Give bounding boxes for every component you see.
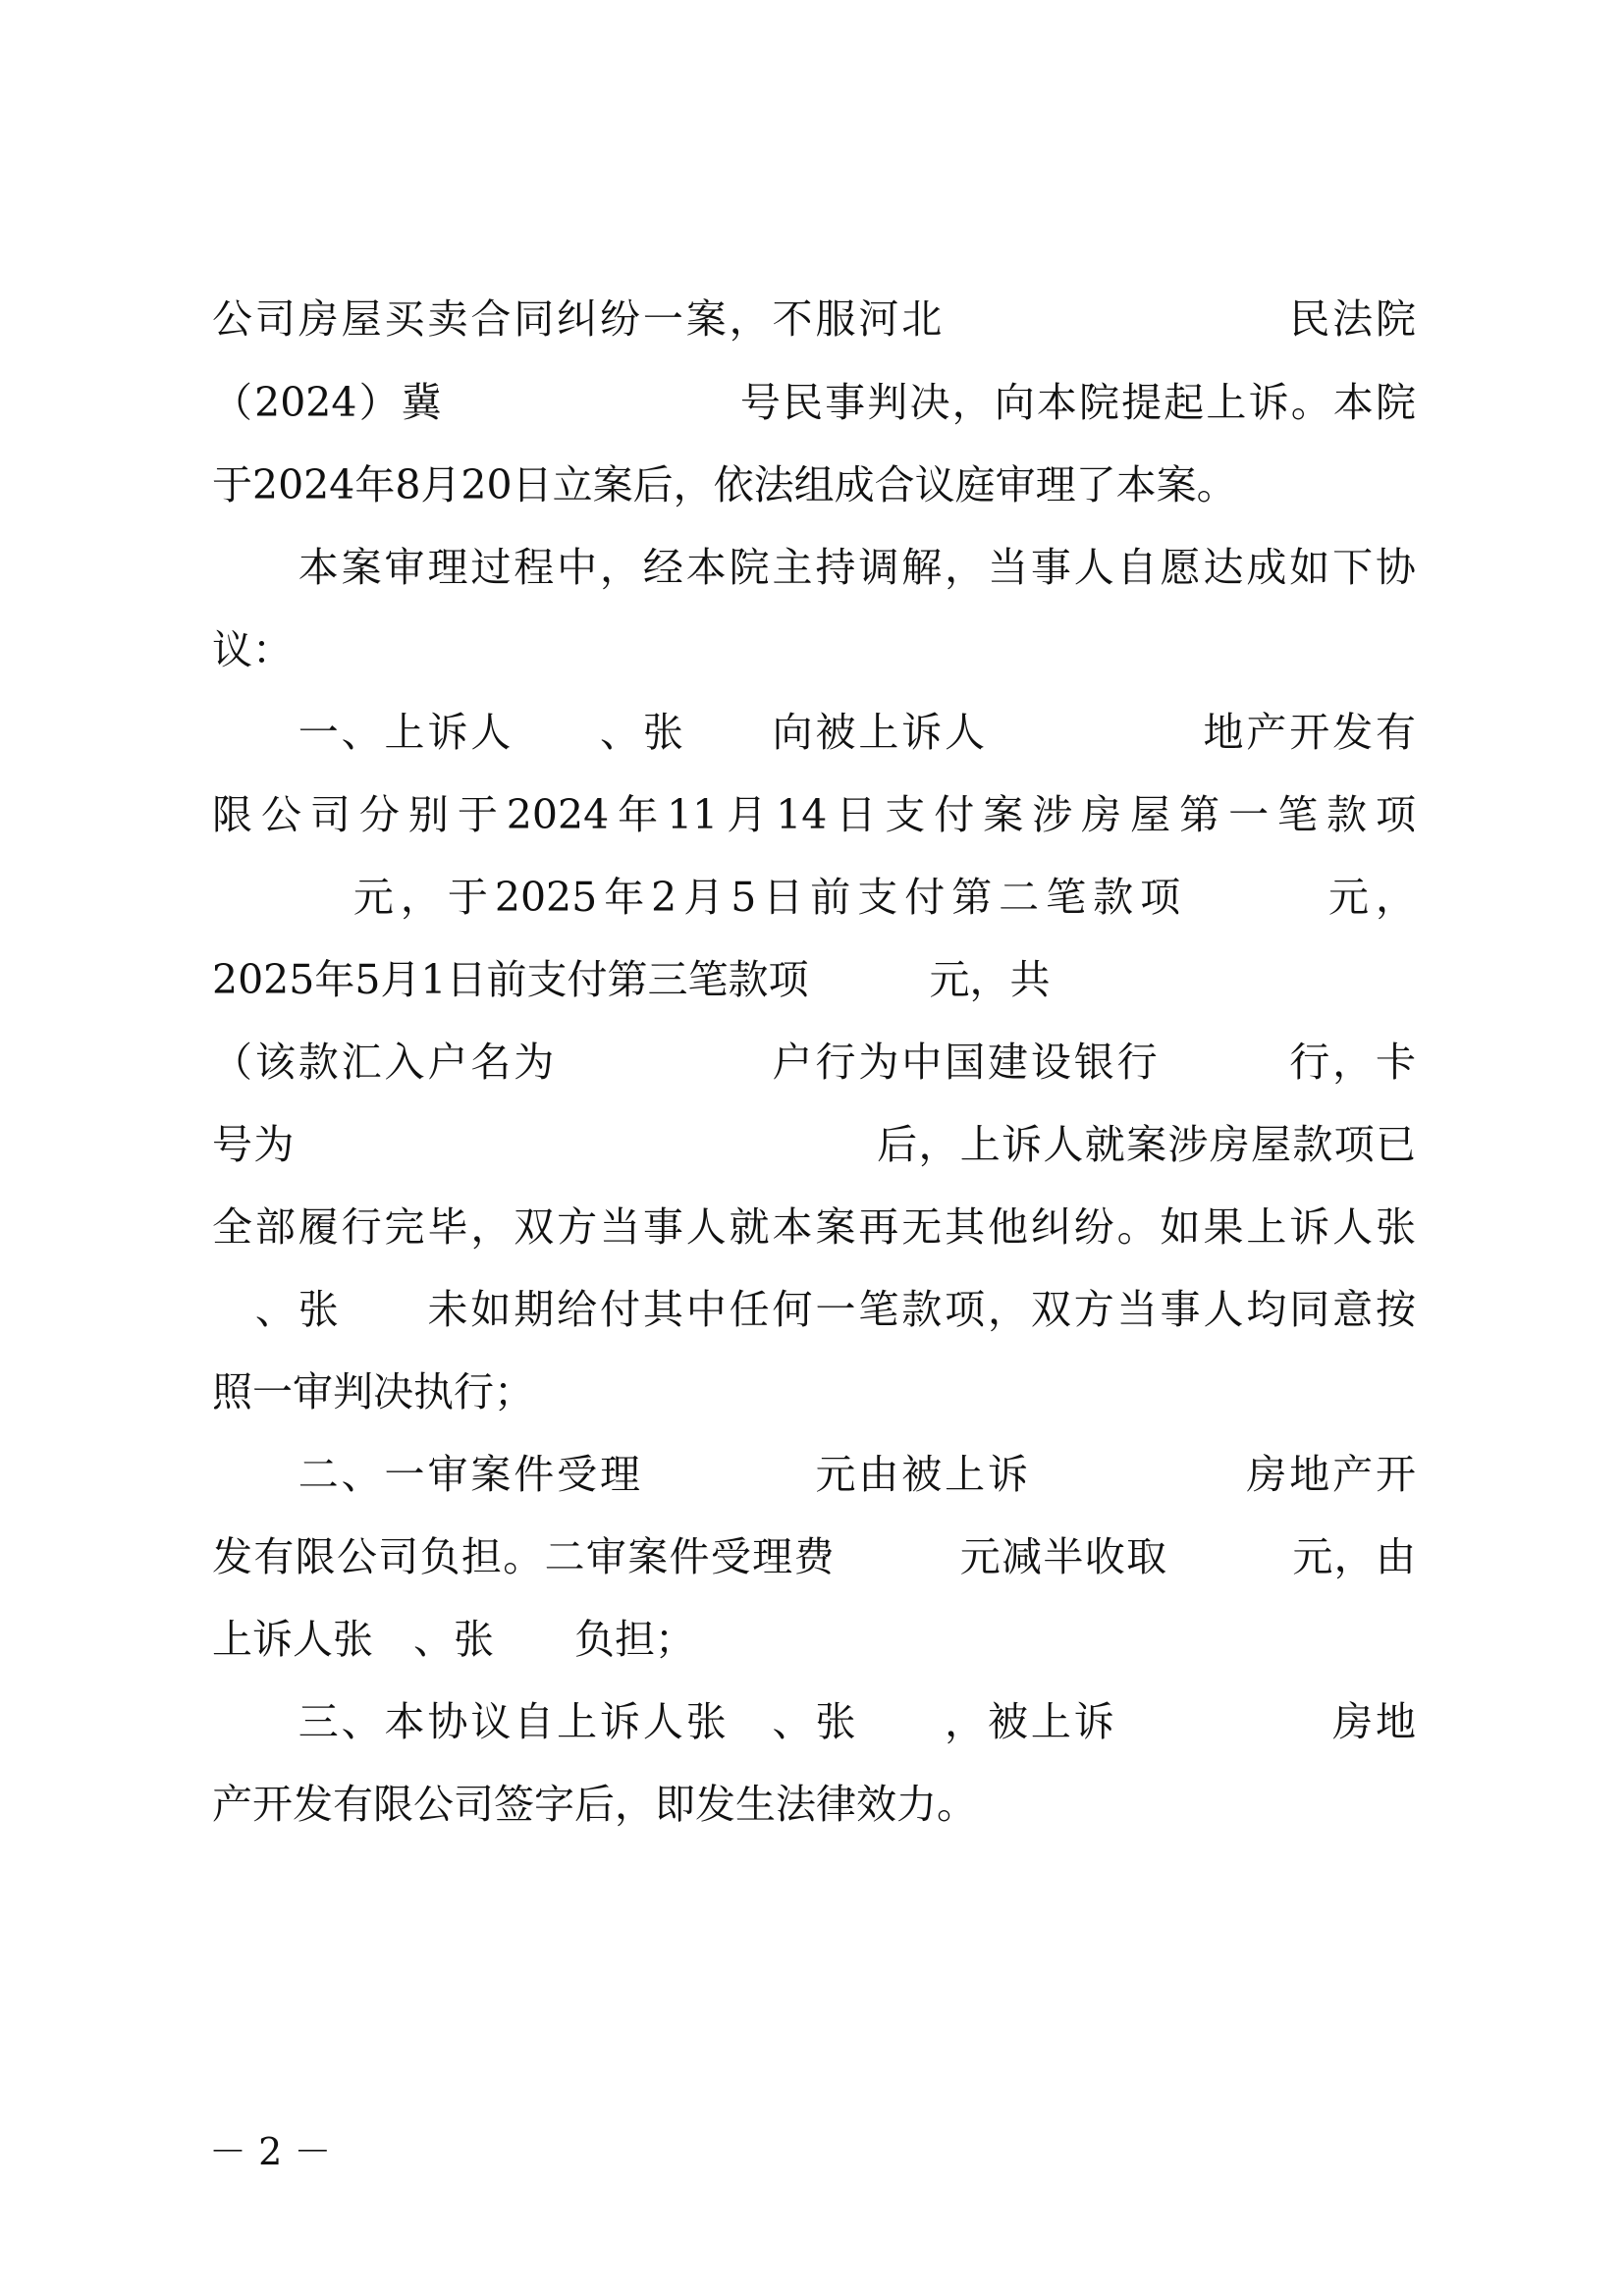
text-line: 限公司分别于2024年11月14日支付案涉房屋第一笔款项 — [212, 791, 1416, 838]
text-line: 、张 未如期给付其中任何一笔款项，双方当事人均同意按 — [212, 1286, 1416, 1333]
text-line: 发有限公司负担。二审案件受理费 元减半收取 元，由 — [212, 1533, 1416, 1580]
text-line: 议： — [212, 626, 293, 673]
text-line: 三、本协议自上诉人张 、张 ，被上诉 房地 — [212, 1698, 1416, 1745]
text-line: （该款汇入户名为 户行为中国建设银行 行，卡 — [212, 1039, 1416, 1086]
text-line: 一、上诉人 、张 向被上诉人 地产开发有 — [212, 709, 1416, 756]
text-line: 本案审理过程中，经本院主持调解，当事人自愿达成如下协 — [212, 544, 1416, 591]
text-line: 二、一审案件受理 元由被上诉 房地产开 — [212, 1451, 1416, 1498]
text-line: 照一审判决执行； — [212, 1368, 534, 1415]
text-line: 于2024年8月20日立案后，依法组成合议庭审理了本案。 — [212, 461, 1237, 508]
text-line: （2024）冀 号民事判决，向本院提起上诉。本院 — [212, 379, 1416, 426]
text-line: 公司房屋买卖合同纠纷一案，不服河北 民法院 — [212, 295, 1416, 343]
text-line: 号为 后，上诉人就案涉房屋款项已 — [212, 1121, 1416, 1168]
page-number: － 2 － — [209, 2130, 332, 2173]
text-line: 2025年5月1日前支付第三笔款项 元，共 — [212, 956, 1051, 1003]
text-line: 全部履行完毕，双方当事人就本案再无其他纠纷。如果上诉人张 — [212, 1203, 1416, 1251]
text-line: 元，于2025年2月5日前支付第二笔款项 元， — [212, 874, 1416, 921]
text-line: 上诉人张 、张 负担； — [212, 1616, 695, 1663]
text-line: 产开发有限公司签字后，即发生法律效力。 — [212, 1781, 977, 1828]
